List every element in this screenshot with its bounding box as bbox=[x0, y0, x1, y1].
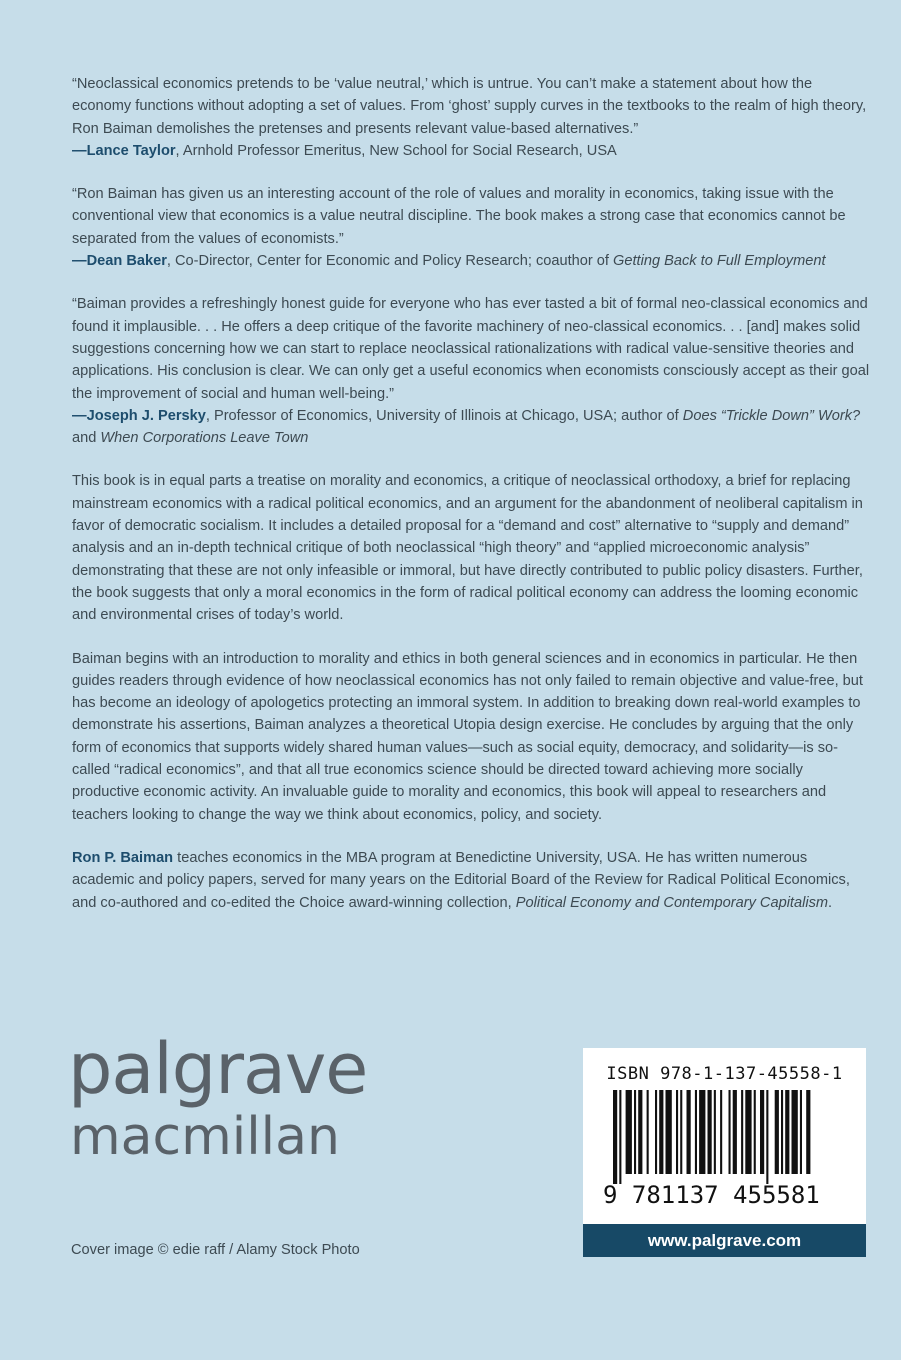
review-attribution bbox=[72, 140, 872, 162]
barcode-bar bbox=[647, 1090, 649, 1174]
reviewer-work-1: Does “Trickle Down” Work? bbox=[682, 407, 861, 424]
author-name: Ron P. Baiman bbox=[72, 849, 174, 866]
barcode-bar bbox=[655, 1090, 657, 1174]
barcode-bar bbox=[638, 1090, 642, 1174]
isbn-label: ISBN 978-1-137-45558-1 bbox=[606, 1064, 843, 1084]
bio-work: Political Economy and Contemporary Capitalism bbox=[515, 894, 829, 911]
barcode-bar bbox=[699, 1090, 705, 1174]
author-bio bbox=[72, 847, 872, 914]
back-cover-text bbox=[72, 73, 872, 935]
barcode-bar bbox=[733, 1090, 737, 1174]
description-paragraph-2 bbox=[72, 648, 872, 826]
review-quote: “Ron Baiman has given us an interesting account of the role of values and morality in economics, taking issue with the conventional view that economics is a value neutral discipline. The book makes a strong case that economics cannot be separated from the values of economists.” bbox=[72, 186, 846, 247]
barcode-background bbox=[583, 1048, 866, 1224]
barcode-bar bbox=[695, 1090, 697, 1174]
review-lance-taylor bbox=[72, 73, 872, 162]
logo-line-2: macmillan bbox=[70, 1107, 340, 1167]
barcode-bar bbox=[792, 1090, 798, 1174]
review-dean-baker bbox=[72, 183, 872, 272]
barcode-bar bbox=[666, 1090, 672, 1174]
barcode-bar bbox=[687, 1090, 691, 1174]
ean-digits: 9 781137 455581 bbox=[603, 1181, 820, 1209]
barcode-bar bbox=[781, 1090, 783, 1174]
isbn-barcode-panel bbox=[583, 1048, 866, 1257]
publisher-logo bbox=[68, 1030, 367, 1166]
reviewer-connector: and bbox=[72, 430, 101, 447]
reviewer-affiliation: , Co-Director, Center for Economic and Policy Research; coauthor of bbox=[166, 253, 614, 270]
barcode-bar bbox=[800, 1090, 802, 1174]
review-joseph-persky bbox=[72, 293, 872, 449]
reviewer-affiliation: , Professor of Economics, University of Illinois at Chicago, USA; author of bbox=[205, 407, 683, 424]
publisher-url: www.palgrave.com bbox=[583, 1224, 866, 1257]
barcode-bar bbox=[806, 1090, 810, 1174]
barcode-bar bbox=[634, 1090, 636, 1174]
barcode-bar bbox=[619, 1090, 621, 1184]
barcode-bar bbox=[766, 1090, 768, 1184]
description-text: Baiman begins with an introduction to morality and ethics in both general sciences and in economics in particular. He then guides readers through evidence of how neoclassical economics has not only failed to remain objective and value-free, but has become an ideology of apologetics protecting an immoral system. In addition to breaking down real-world examples to demonstrate his assertions, Baiman analyzes a theoretical Utopia design exercise. He concludes by arguing that the only form of economics that supports widely shared human values—such as social equity, democracy, and solidarity—is so-called “radical economics”, and that all true economics science should be directed toward achieving more socially productive economic activity. An invaluable guide to morality and economics, this book will appeal to researchers and teachers looking to change the way we think about economics, policy, and society. bbox=[72, 650, 863, 823]
barcode-bar bbox=[760, 1090, 764, 1174]
review-attribution bbox=[72, 250, 872, 272]
bio-end: . bbox=[828, 894, 833, 911]
barcode-bar bbox=[745, 1090, 751, 1174]
bio-body: teaches economics in the MBA program at Benedictine University, USA. He has written numerous academic and policy papers, served for many years on the Editorial Board of the Review for Radical Political Economics, and co-authored and co-edited the Choice award-winning collection, bbox=[72, 849, 850, 911]
reviewer-name: —Lance Taylor bbox=[72, 142, 176, 159]
barcode-bar bbox=[720, 1090, 722, 1174]
description-text: This book is in equal parts a treatise on morality and economics, a critique of neoclassical orthodoxy, a brief for replacing mainstream economics with a radical political economics, and an argument for the abandonment of neoliberal capitalism in favor of democratic socialism. It includes a detailed proposal for a “demand and cost” alternative to “supply and demand” analysis and an in-depth technical critique of both neoclassical “high theory” and “applied microeconomic analysis” demonstrating that these are not only infeasible or immoral, but have directly contributed to public policy disasters. Further, the book suggests that only a moral economics in the form of radical political economy can address the looming economic and environmental crises of today’s world. bbox=[72, 473, 863, 624]
reviewer-name: —Joseph J. Persky bbox=[72, 407, 206, 424]
reviewer-name: —Dean Baker bbox=[72, 253, 167, 270]
barcode-bar bbox=[626, 1090, 632, 1174]
review-attribution bbox=[72, 405, 872, 450]
barcode-bar bbox=[708, 1090, 712, 1174]
cover-image-credit: Cover image © edie raff / Alamy Stock Photo bbox=[71, 1242, 360, 1258]
description-paragraph-1 bbox=[72, 470, 872, 626]
review-quote: “Baiman provides a refreshingly honest guide for everyone who has ever tasted a bit of formal neo-classical economics and found it implausible. . . He offers a deep critique of the favorite machinery of neo-classical economics. . . [and] makes solid suggestions concerning how we can start to replace neoclassical rationalizations with radical value-sensitive theories and applications. His conclusion is clear. We can only get a useful economics when economists consciously accept as their goal the improvement of social and human well-being.” bbox=[72, 296, 870, 402]
barcode-bar bbox=[741, 1090, 743, 1174]
barcode-bar bbox=[754, 1090, 756, 1174]
barcode-bar bbox=[714, 1090, 716, 1174]
barcode-bar bbox=[613, 1090, 617, 1184]
barcode-bar bbox=[775, 1090, 779, 1174]
review-quote: “Neoclassical economics pretends to be ‘value neutral,’ which is untrue. You can’t make a statement about how the economy functions without adopting a set of values. From ‘ghost’ supply curves in the textbooks to the realm of high theory, Ron Baiman demolishes the pretenses and presents relevant value-based alternatives.” bbox=[72, 76, 867, 137]
bio-text bbox=[72, 847, 872, 914]
barcode-bar bbox=[680, 1090, 682, 1174]
barcode-bar bbox=[676, 1090, 678, 1174]
barcode-bar bbox=[659, 1090, 663, 1174]
reviewer-work-2: When Corporations Leave Town bbox=[100, 430, 309, 447]
reviewer-affiliation: , Arnhold Professor Emeritus, New School for Social Research, USA bbox=[175, 142, 617, 159]
logo-line-1: palgrave bbox=[68, 1028, 368, 1110]
barcode-bar bbox=[785, 1090, 789, 1174]
barcode-bars bbox=[613, 1090, 813, 1184]
reviewer-work: Getting Back to Full Employment bbox=[613, 253, 826, 270]
barcode-bar bbox=[729, 1090, 731, 1174]
